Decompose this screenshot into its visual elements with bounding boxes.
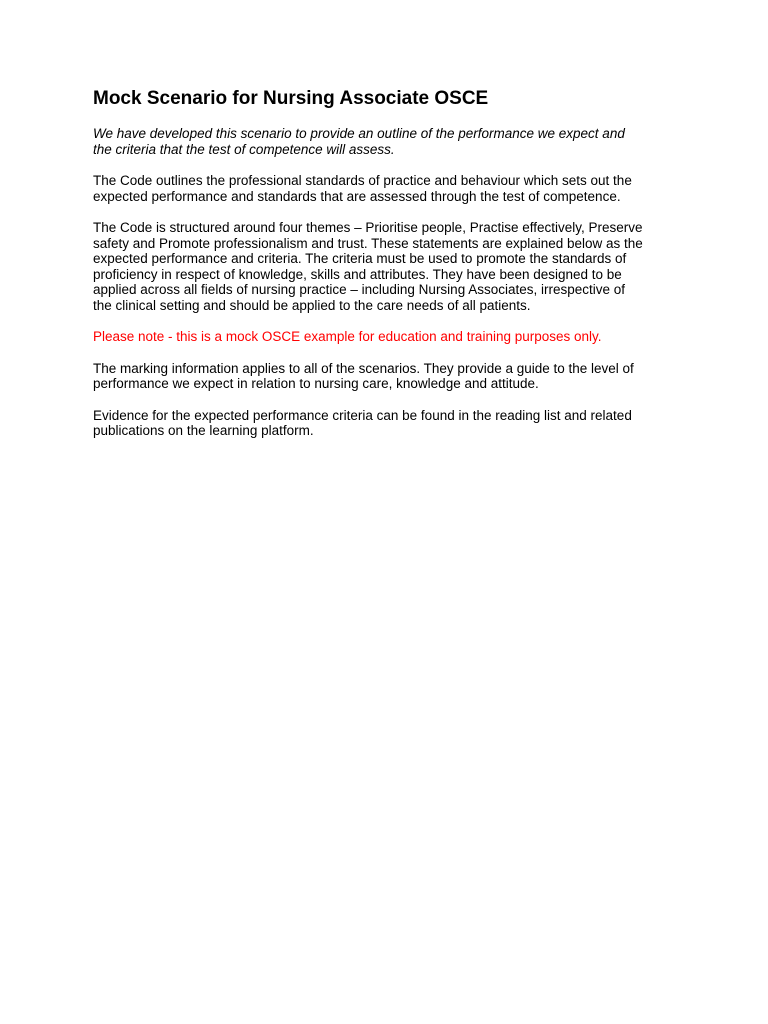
mock-note-paragraph: Please note - this is a mock OSCE example for education and training purposes only. [93, 329, 602, 344]
code-outline-line: expected performance and standards that are assessed through the test of competence. [93, 188, 621, 204]
intro-paragraph [93, 126, 693, 157]
code-structure-line: safety and Promote professionalism and trust. These statements are explained below as the [93, 235, 643, 251]
code-structure-line: The Code is structured around four themes – Prioritise people, Practise effectively, Preserve [93, 220, 643, 235]
intro-line: the criteria that the test of competence will assess. [93, 141, 395, 157]
marking-info-line: The marking information applies to all of the scenarios. They provide a guide to the level of [93, 360, 634, 376]
code-structure-line: proficiency in respect of knowledge, skills and attributes. They have been designed to be [93, 266, 622, 282]
evidence-line: publications on the learning platform. [93, 423, 314, 438]
document-body [93, 88, 693, 455]
code-structure-line: applied across all fields of nursing practice – including Nursing Associates, irrespective of [93, 282, 626, 297]
code-structure-line: expected performance and criteria. The criteria must be used to promote the standards of [93, 251, 627, 266]
code-structure-line: the clinical setting and should be applied to the care needs of all patients. [93, 297, 531, 313]
code-structure-paragraph [93, 220, 693, 313]
code-outline-line: The Code outlines the professional standards of practice and behaviour which sets out the [93, 173, 632, 188]
marking-info-line: performance we expect in relation to nursing care, knowledge and attitude. [93, 376, 539, 391]
marking-info-paragraph [93, 361, 693, 392]
document-title: Mock Scenario for Nursing Associate OSCE [93, 88, 489, 109]
code-outline-paragraph [93, 173, 693, 204]
evidence-line: Evidence for the expected performance criteria can be found in the reading list and related [93, 407, 632, 423]
evidence-paragraph [93, 408, 693, 439]
intro-line: We have developed this scenario to provide an outline of the performance we expect and [93, 126, 625, 141]
